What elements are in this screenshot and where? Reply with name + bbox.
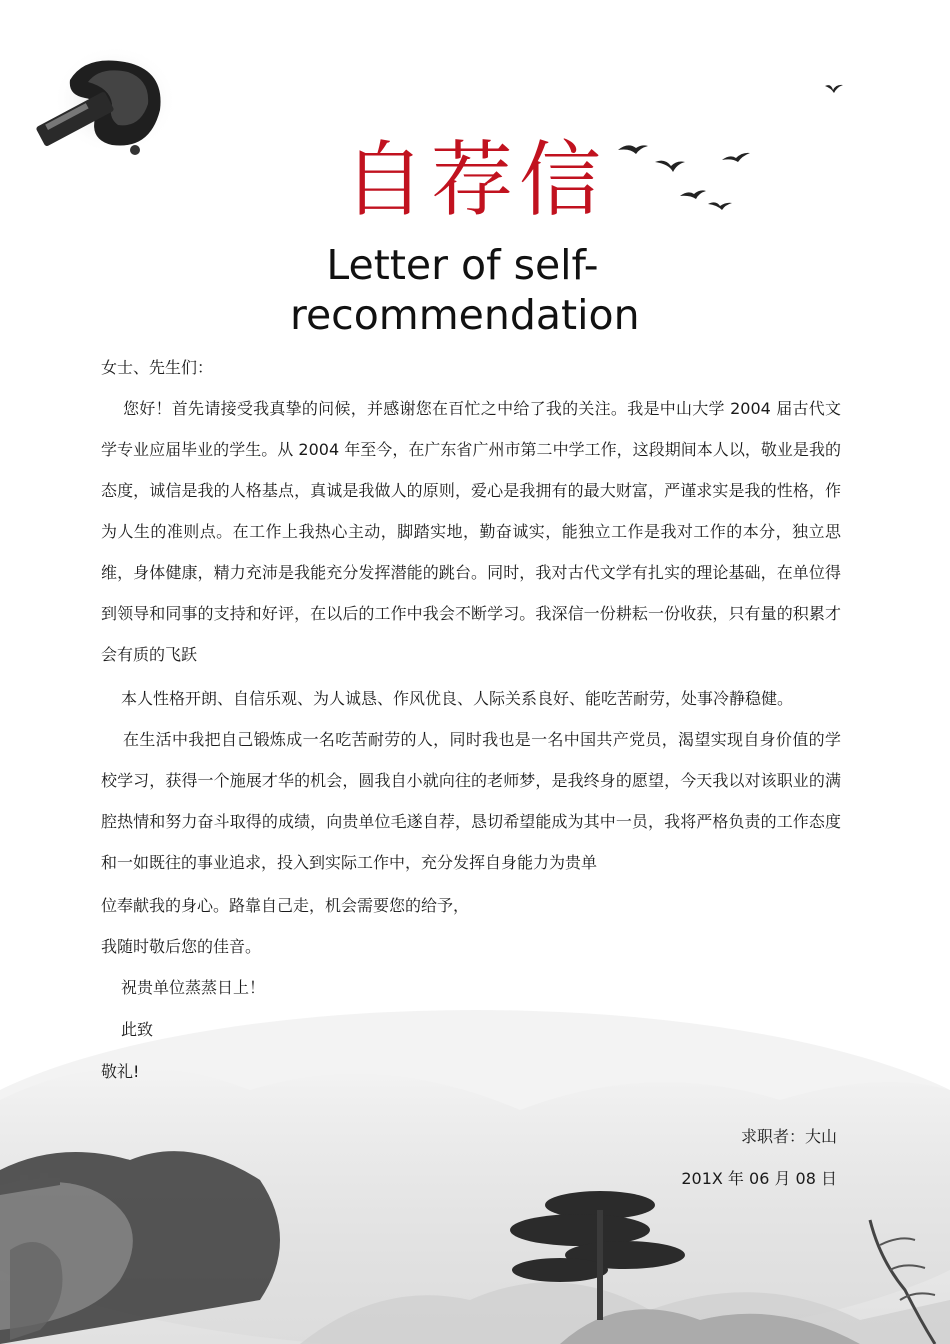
paragraph-personality: 本人性格开朗、自信乐观、为人诚恳、作风优良、人际关系良好、能吃苦耐劳，处事冷静稳健。 <box>121 689 794 708</box>
closing-line-2: 我随时敬后您的佳音。 <box>101 937 262 956</box>
paragraph-introduction: 您好！首先请接受我真挚的问候，并感谢您在百忙之中给了我的关注。我是中山大学 2004 届古代文学专业应届毕业的学生。从 2004 年至今，在广东省广州市第二中学工作，这段期间本人以，敬业是我的态度，诚信是我的人格基点，真诚是我做人的原则，爱心是我拥有的最大财富，严谨求实是我的性格，作为人生的准则点。在工作上我热心主动，脚踏实地，勤奋诚实，能独立工作是我对工作的本分，独立思维，身体健康，精力充沛是我能充分发挥潜能的跳台。同时，我对古代文学有扎实的理论基础，在单位得到领导和同事的支持和好评，在以后的工作中我会不断学习。我深信一份耕耘一份收获，只有量的积累才会有质的飞跃 <box>101 399 841 664</box>
paragraph-aspiration: 在生活中我把自己锻炼成一名吃苦耐劳的人，同时我也是一名中国共产党员，渴望实现自身价值的学校学习，获得一个施展才华的机会，圆我自小就向往的老师梦，是我终身的愿望，今天我以对该职业的满腔热情和努力奋斗取得的成绩，向贵单位毛遂自荐，恳切希望能成为其中一员，我将严格负责的工作态度和一如既往的事业追求，投入到实际工作中，充分发挥自身能力为贵单 <box>101 730 841 872</box>
closing-cizhi: 此致 <box>121 1020 154 1039</box>
title-english: Letter of self-recommendation <box>290 241 640 339</box>
signature: 求职者：大山 <box>740 1127 837 1146</box>
closing-wish: 祝贵单位蒸蒸日上！ <box>121 978 266 997</box>
salutation: 女士、先生们： <box>101 358 214 377</box>
title-chinese: 自荐信 <box>342 133 607 228</box>
inkstone-icon <box>35 45 177 155</box>
closing-line-1: 位奉献我的身心。路靠自己走，机会需要您的给予， <box>101 896 470 915</box>
closing-jingli: 敬礼! <box>101 1062 140 1081</box>
signature-date: 201X 年 06 月 08 日 <box>681 1169 837 1188</box>
